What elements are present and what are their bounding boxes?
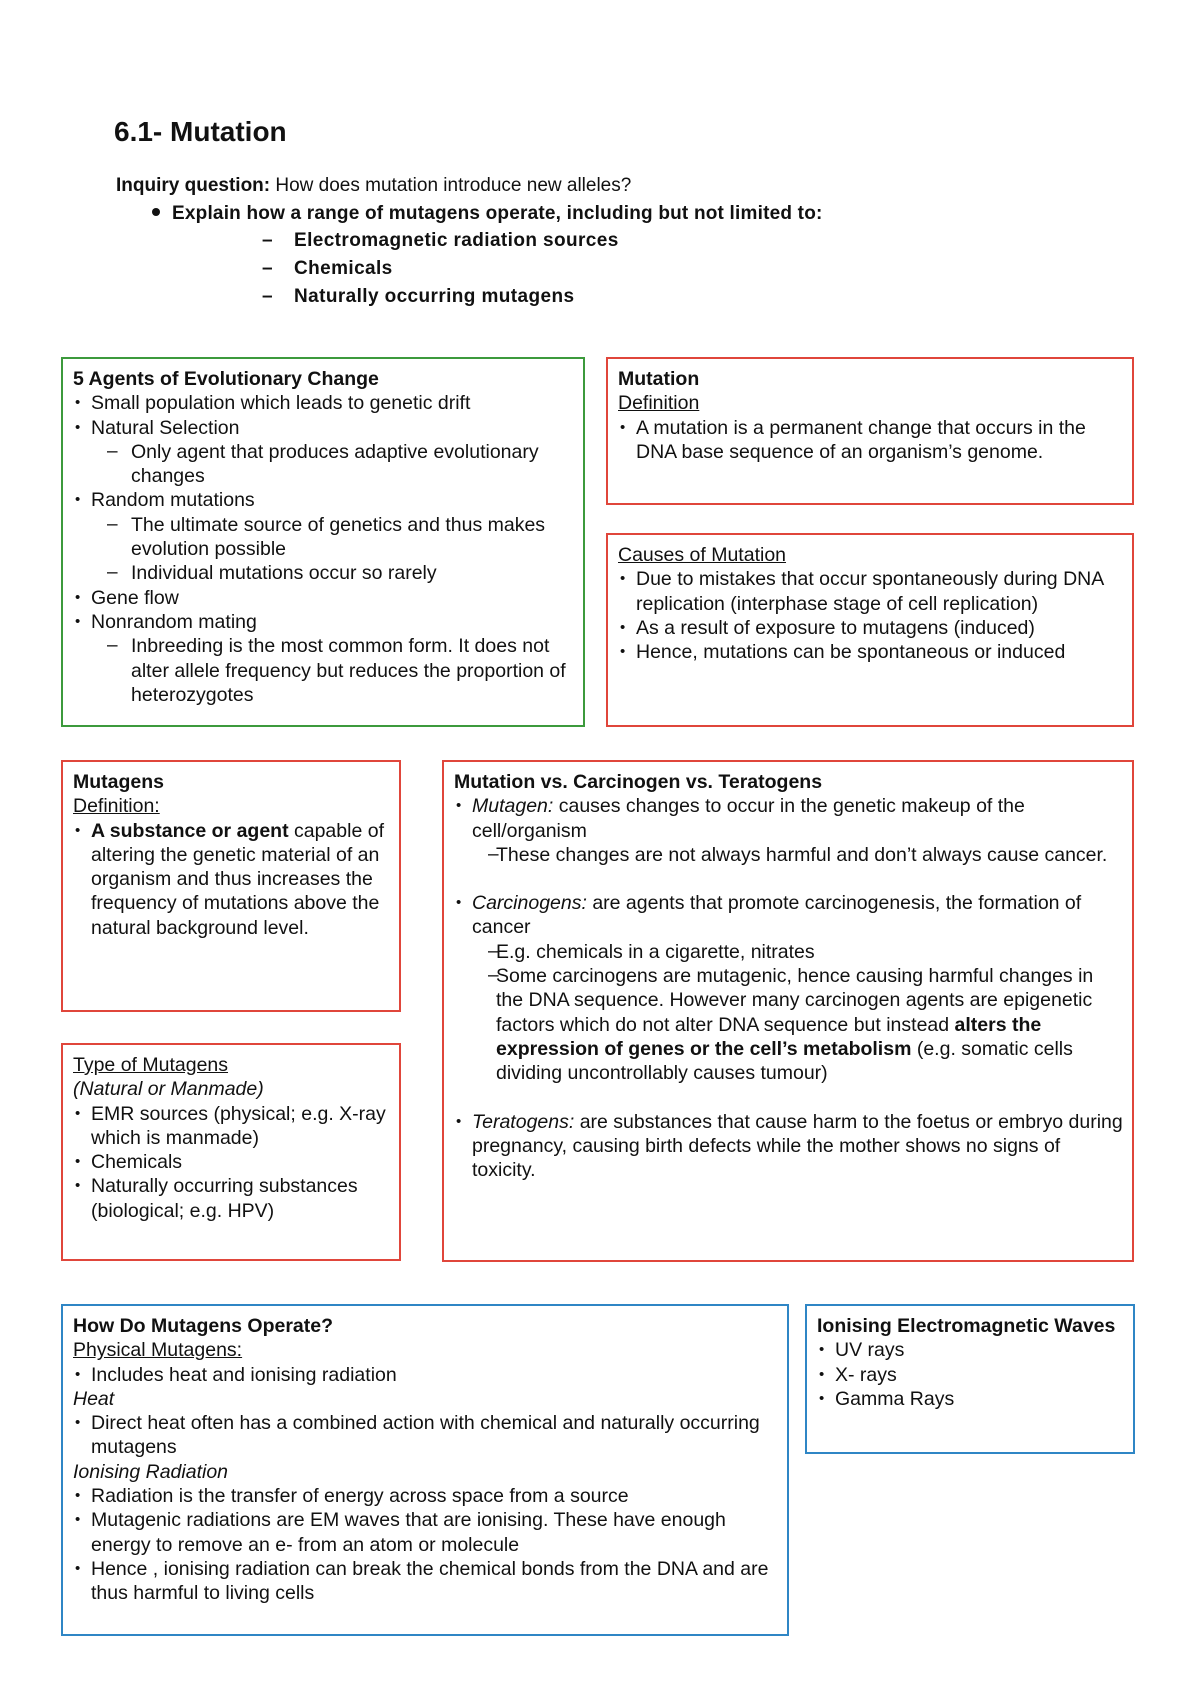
mutagens-heading: Mutagens	[73, 771, 165, 793]
ionising-heading: Ionising Electromagnetic Waves	[817, 1315, 1116, 1337]
objective-sub-text: Naturally occurring mutagens	[294, 286, 575, 307]
definition-label: Definition:	[73, 795, 160, 818]
sub-text: Some carcinogens are mutagenic, hence causing harmful changes in the DNA sequence. However many carcinogen agents are epigenetic factors which do not alter DNA sequence but instead	[496, 965, 1094, 1036]
list-item	[73, 819, 391, 940]
agents-box	[61, 357, 585, 727]
list-item: – The ultimate source of genetics and thus makes evolution possible	[73, 513, 575, 562]
bullet-icon	[152, 208, 160, 216]
term-text: causes changes to occur in the genetic makeup of the cell/organism	[472, 795, 1025, 842]
list-item: • Gamma Rays	[817, 1387, 1125, 1411]
definition-label: Definition	[618, 392, 700, 415]
list-item: – Only agent that produces adaptive evolutionary changes	[73, 440, 575, 489]
list-item: • UV rays	[817, 1338, 1125, 1362]
mutation-definition-box	[606, 357, 1134, 505]
mutation-heading: Mutation	[618, 368, 700, 390]
list-item	[454, 891, 1124, 940]
causes-heading: Causes of Mutation	[618, 544, 787, 566]
list-item: • Naturally occurring substances (biological; e.g. HPV)	[73, 1174, 391, 1223]
ionising-label: Ionising Radiation	[73, 1460, 229, 1483]
objective-sub-text: Chemicals	[294, 258, 393, 279]
objective-sub: – Electromagnetic radiation sources	[262, 230, 619, 251]
definition-strong: A substance or agent	[91, 819, 289, 842]
list-item	[454, 794, 1124, 843]
list-item: • Nonrandom mating	[73, 610, 575, 634]
sub-text: (e.g. somatic cells dividing uncontrollably causes tumour)	[496, 1037, 1073, 1085]
agents-list	[73, 391, 575, 707]
list-item: – E.g. chemicals in a cigarette, nitrates	[454, 940, 1124, 964]
list-item: • Direct heat often has a combined action with chemical and naturally occurring mutagens	[73, 1411, 779, 1460]
objective-main	[152, 203, 823, 225]
list-item: • Mutagenic radiations are EM waves that are ionising. These have enough energy to remove an e- from an atom or molecule	[73, 1508, 779, 1557]
list-item: • Hence, mutations can be spontaneous or induced	[618, 640, 1124, 664]
list-item: • Chemicals	[73, 1150, 391, 1174]
inquiry-question	[116, 175, 631, 197]
operate-box	[61, 1304, 789, 1636]
types-subheading: (Natural or Manmade)	[73, 1078, 264, 1101]
term-text: are substances that cause harm to the foetus or embryo during pregnancy, causing birth defects while the mother shows no signs of toxicity.	[472, 1110, 1123, 1182]
list-item: • Natural Selection	[73, 416, 575, 440]
term: Mutagen:	[472, 795, 554, 818]
list-item: • Gene flow	[73, 586, 575, 610]
mutagens-definition-box	[61, 760, 401, 1012]
list-item: – Inbreeding is the most common form. It does not alter allele frequency but reduces the proportion of heterozygotes	[73, 634, 575, 707]
list-item: • Due to mistakes that occur spontaneously during DNA replication (interphase stage of cell replication)	[618, 567, 1124, 616]
inquiry-label: Inquiry question:	[116, 175, 271, 196]
list-item	[454, 1110, 1124, 1183]
list-item: • Random mutations	[73, 488, 575, 512]
types-heading: Type of Mutagens	[73, 1054, 229, 1076]
list-item: – Individual mutations occur so rarely	[73, 561, 575, 585]
list-item: • Radiation is the transfer of energy across space from a source	[73, 1484, 779, 1508]
list-item: • EMR sources (physical; e.g. X-ray which is manmade)	[73, 1102, 391, 1151]
page-title: 6.1- Mutation	[114, 116, 287, 147]
comparison-heading: Mutation vs. Carcinogen vs. Teratogens	[454, 771, 823, 793]
list-item: • Includes heat and ionising radiation	[73, 1363, 779, 1387]
inquiry-text: How does mutation introduce new alleles?	[270, 175, 632, 196]
agents-heading: 5 Agents of Evolutionary Change	[73, 368, 379, 390]
list-item: • X- rays	[817, 1363, 1125, 1387]
list-item: • Small population which leads to genetic drift	[73, 391, 575, 415]
operate-heading: How Do Mutagens Operate?	[73, 1315, 334, 1337]
list-item: • As a result of exposure to mutagens (induced)	[618, 616, 1124, 640]
definition-text: capable of altering the genetic material of an organism and thus increases the frequency of mutations above the natural background level.	[91, 819, 384, 939]
causes-box	[606, 533, 1134, 727]
physical-label: Physical Mutagens:	[73, 1339, 243, 1362]
term-text: are agents that promote carcinogenesis, the formation of cancer	[472, 892, 1082, 939]
heat-label: Heat	[73, 1387, 115, 1410]
term: Carcinogens:	[472, 892, 587, 915]
list-item	[454, 964, 1124, 1085]
objective-sub: – Chemicals	[262, 258, 393, 279]
list-item: – These changes are not always harmful and don’t always cause cancer.	[454, 843, 1124, 867]
objective-sub-text: Electromagnetic radiation sources	[294, 230, 619, 251]
term: Teratogens:	[472, 1110, 575, 1133]
comparison-box	[442, 760, 1134, 1262]
objective-sub: – Naturally occurring mutagens	[262, 286, 575, 307]
list-item: • A mutation is a permanent change that occurs in the DNA base sequence of an organism’s genome.	[618, 416, 1124, 465]
sub-strong: alters the expression of genes or the cell’s metabolism	[496, 1013, 1042, 1060]
list-item: • Hence , ionising radiation can break the chemical bonds from the DNA and are thus harmful to living cells	[73, 1557, 779, 1606]
mutagen-types-box	[61, 1043, 401, 1261]
objective-main-text: Explain how a range of mutagens operate, including but not limited to:	[172, 203, 823, 224]
ionising-waves-box	[805, 1304, 1135, 1454]
